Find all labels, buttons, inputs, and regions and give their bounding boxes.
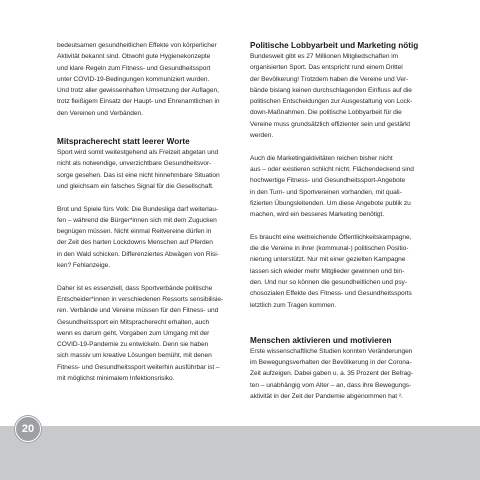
- paragraph: Bundesweit gibt es 27 Millionen Mitgliedschaften im organisierten Sport. Das entspricht rund einem Drittel der Bevölkerung! Trotzdem haben die Vereine und Ver- bände bislang keinen durchschlagenden Einfluss auf die politischen Entscheidungen zur Ausgestaltung von Lock- down-Maßnahmen. Die politische Lobbyarbeit für die Vereine muss grundsätzlich effizienter sein und gestärkt werden.: [250, 53, 413, 140]
- section-heading-lobbyarbeit: Politische Lobbyarbeit und Marketing nötig: [250, 41, 419, 50]
- page-number-badge: [15, 416, 41, 442]
- paragraph: Erste wissenschaftliche Studien konnten Veränderungen im Bewegungsverhalten der Bevölkerung in der Corona- Zeit aufzeigen. Dabei gaben u. a. 35 Prozent der Befrag- ten – unabhängig vom Alter – an, dass ihre Bewegungs- aktivität in der Zeit der Pandemie abgenommen hat ².: [250, 347, 413, 401]
- paragraph: Es braucht eine weitreichende Öffentlichkeitskampagne, die die Vereine in ihrer (kommunal-) politischen Positio- nierung unterstützt. Nur mit einer gezielten Kampagne lassen sich wieder mehr Mitglieder gewinnen und bin- den. Und nur so können die gesundheitlichen und psy- chosozialen Effekte des Fitness- und Gesundheitssports letztlich zum Tragen kommen.: [250, 233, 412, 309]
- footer-band: [0, 422, 480, 480]
- paragraph: Auch die Marketingaktivitäten reichen bisher nicht aus – oder existieren schlicht nicht. Flächendeckend sind hochwertige Fitness- und Gesundheitssport-Angebote in den Turn- und Sportvereinen vorhanden, mit quali- fizierten Übungsleitenden. Um diese Angebote publik zu machen, wird ein besseres Marketing benötigt.: [250, 154, 414, 219]
- intro-paragraph: bedeutsamen gesundheitlichen Effekte von körperlicher Aktivität bekannt sind. Obwohl gute Hygienekonzepte und klare Regeln zum Fitness- und Gesundheitssport unter COVID-19-Bedingungen kommuniziert wurden. Und trotz aller gewissenhaften Umsetzung der Auflagen, trotz fleißigem Einsatz der Haupt- und Ehrenamtlichen in den Vereinen und Verbänden.: [57, 42, 220, 117]
- page-number: 20: [21, 422, 35, 435]
- section-heading-menschen-aktivieren: Menschen aktivieren und motivieren: [250, 335, 392, 345]
- right-column: [250, 40, 432, 402]
- paragraph: Brot und Spiele fürs Volk: Die Bundesliga darf weiterlau- fen – während die Bürger*innen sich mit dem Zugucken begnügen müssen. Nicht einmal Reitvereine dürfen in der Zeit des harten Lockdowns Menschen auf Pferden in den Wald schicken. Differenziertes Abwägen von Risi- ken? Fehlanzeige.: [57, 205, 219, 270]
- section-heading-mitspracherecht: Mitspracherecht statt leerer Worte: [57, 137, 190, 147]
- paragraph: Sport wird somit weitestgehend als Freizeit abgetan und nicht als notwendige, unverzichtbare Gesundheitsvor- sorge gesehen. Das ist eine nicht hinnehmbare Situation und gleichsam ein falsches Signal für die Gesellschaft.: [57, 149, 220, 190]
- left-column: [57, 40, 239, 384]
- paragraph: Daher ist es essenziell, dass Sportverbände politische Entscheider*innen in verschiedenen Ressorts sensibilisie- ren. Verbände und Vereine müssen für den Fitness- und Gesundheitssport ein Mitspracherecht erhalten, auch wenn es darum geht, Vorgaben zum Umgang mit der COVID-19-Pandemie zu entwickeln. Denn sie haben sich massiv um kreative Lösungen bemüht, mit denen Fitness- und Gesundheitssport weiterhin ausführbar ist – mit möglichst minimalem Infektionsrisiko.: [57, 284, 224, 383]
